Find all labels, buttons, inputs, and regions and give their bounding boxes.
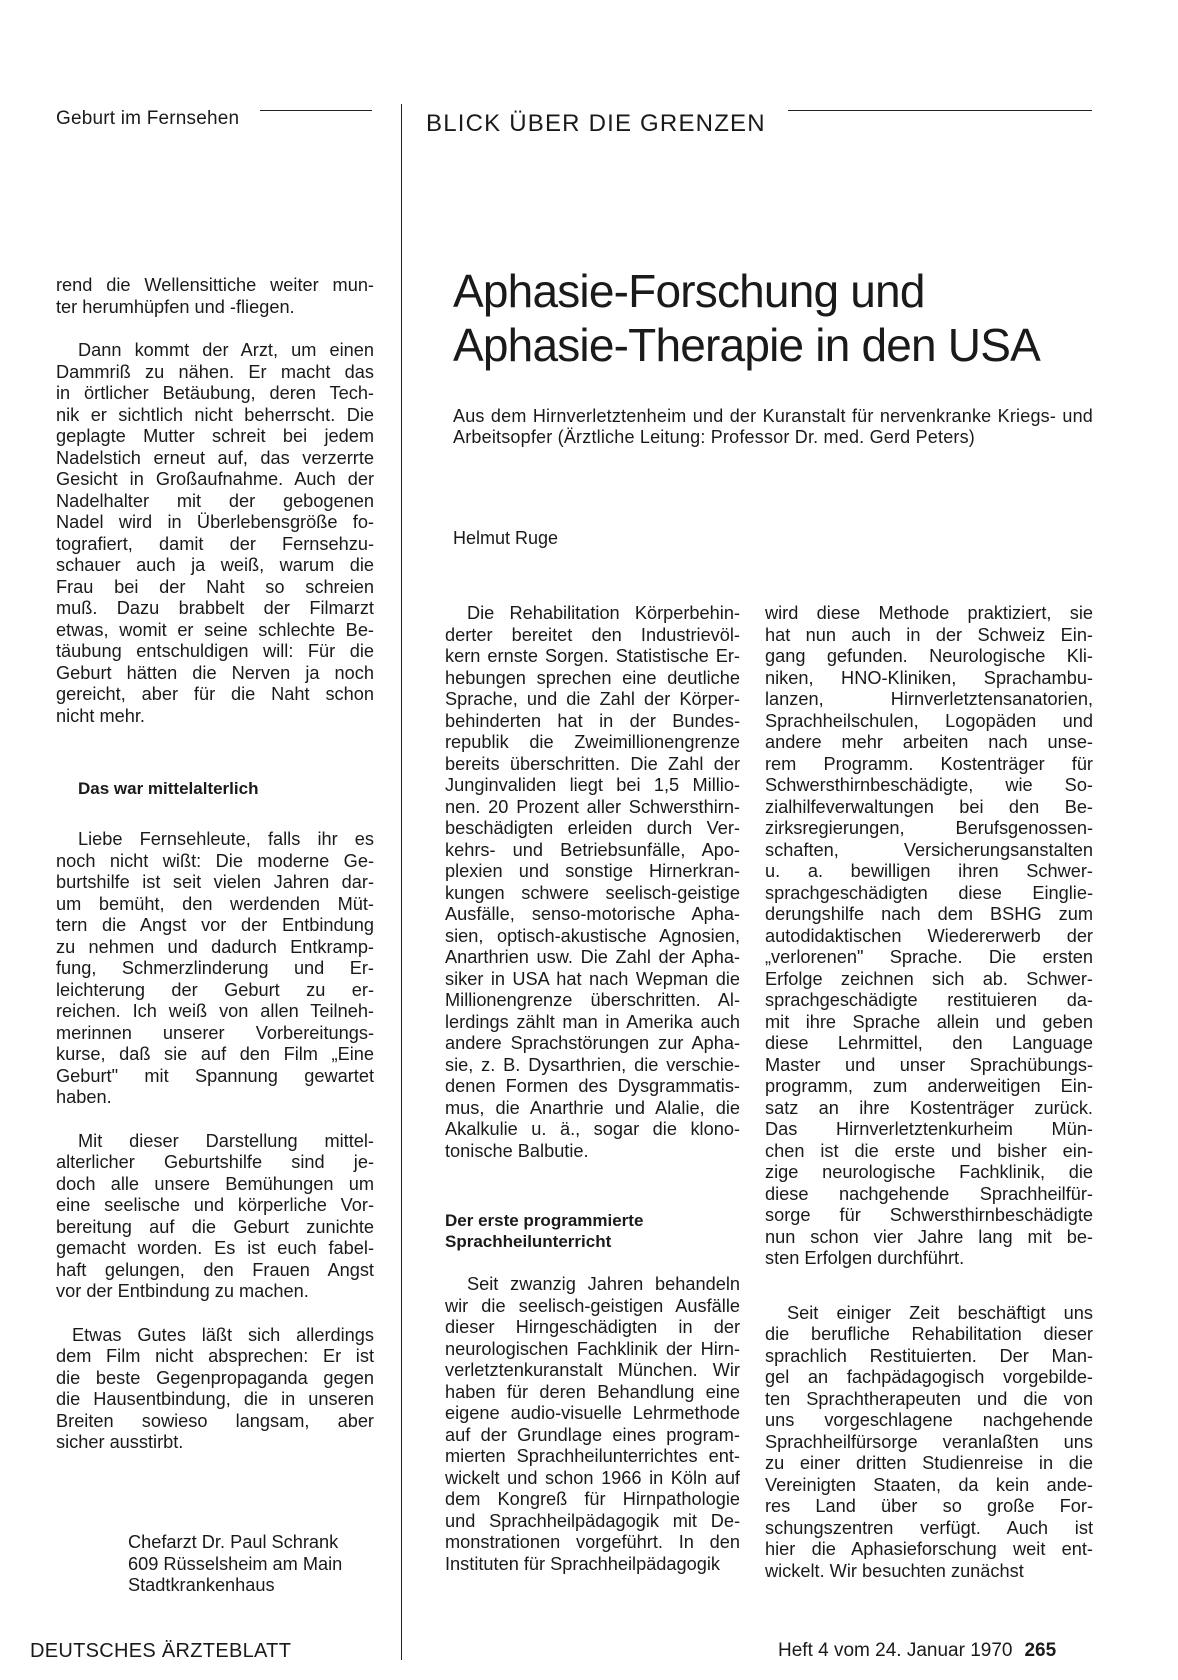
signature-line: 609 Rüsselsheim am Main [128,1553,343,1574]
text-line: rend die Wellensittiche weiter mun- [56,275,374,295]
text-line: derter bereitet den Industrievöl- [445,624,740,645]
text-line: alterlicher Geburtshilfe sind je- [56,1152,374,1172]
page-number: 265 [1024,1640,1057,1661]
signature-line: Stadtkrankenhaus [128,1575,275,1595]
text-line: Akalkulie u. ä., sogar die klono- [445,1119,740,1139]
paragraph [56,340,374,727]
text-line: behinderten hat in der Bundes- [445,710,740,731]
text-line: haft gelungen, den Frauen Angst [56,1259,374,1280]
paragraph [765,603,1093,1270]
text-line: bereits überschritten. Die Zahl der [445,753,740,774]
text-line: Das Hirnverletztenkurheim Mün- [765,1119,1093,1139]
text-line: Etwas Gutes läßt sich allerdings [72,1324,374,1345]
text-line: wir die seelisch-geistigen Ausfälle [445,1295,740,1316]
paragraph [56,275,374,318]
text-line: ten Sprachtherapeuten und die von [765,1388,1093,1409]
text-line: lanzen, Hirnverletztensanatorien, [765,689,1093,709]
text-line: derungshilfe nach dem BSHG zum [765,904,1093,924]
text-line: kurse, daß sie auf den Film „Eine [56,1044,374,1064]
text-line: monstrationen vorgeführt. In den [445,1532,740,1552]
text-line: um bemüht, den werdenden Müt- [56,893,374,914]
text-line: fung, Schmerzlinderung und Er- [56,958,374,978]
text-line: nen. 20 Prozent aller Schwersthirn- [445,796,740,817]
text-line: kern ernste Sorgen. Statistische Er- [445,646,740,666]
letter-signature [128,1532,342,1597]
text-line: wickelt und schon 1966 in Köln auf [445,1467,740,1488]
text-line: zialhilfeverwaltungen bei den Be- [765,796,1093,817]
paragraph [56,1131,374,1303]
text-line: Nadelhalter mit der gebogenen [56,490,374,511]
text-line: Nadelstich erneut auf, das verzerrte [56,447,374,468]
text-line: eigene audio-visuelle Lehrmethode [445,1403,740,1423]
text-line: hebungen sprechen eine deutliche [445,667,740,688]
text-line: haben für deren Behandlung eine [445,1381,740,1402]
text-line: gel an fachpädagogisch vorgebilde- [765,1367,1093,1387]
text-line: gemacht worden. Es ist euch fabel- [56,1238,374,1258]
text-line: Millionengrenze überschritten. Al- [445,990,740,1010]
text-line: u. a. bewilligen ihren Schwer- [765,861,1093,881]
text-line: bereitung auf die Geburt zunichte [56,1216,374,1237]
text-line: täubung entschuldigen will: Für die [56,641,374,661]
text-line: zige neurologische Fachklinik, die [765,1162,1093,1182]
subheading-line: Sprachheilunterricht [445,1232,612,1251]
text-line: geplagte Mutter schreit bei jedem [56,426,374,446]
text-line: ter herumhüpfen und -fliegen. [56,296,295,317]
signature-line: Chefarzt Dr. Paul Schrank [128,1532,339,1552]
text-line: Instituten für Sprachheilpädagogik [445,1553,721,1574]
text-line: Seit einiger Zeit beschäftigt uns [787,1302,1093,1323]
text-line: Dann kommt der Arzt, um einen [78,340,374,360]
paragraph [445,603,740,1162]
text-line: kehrs- und Betriebsunfälle, Apo- [445,839,740,860]
header-rule-left [260,110,372,111]
text-line: nicht mehr. [56,705,145,726]
text-line: satz an ihre Kostenträger zurück. [765,1097,1093,1118]
text-line: schungszentren verfügt. Auch ist [765,1517,1093,1538]
text-line: und Sprachheilpädagogik mit De- [445,1510,740,1531]
paragraph [765,1303,1093,1583]
text-line: gereicht, aber für die Naht schon [56,684,374,704]
text-line: auf der Grundlage eines program- [445,1424,740,1445]
text-line: lerdings zählt man in Amerika auch [445,1011,740,1032]
text-line: beschädigten erleiden durch Ver- [445,818,740,838]
text-line: mit ihre Sprache allein und geben [765,1011,1093,1032]
text-line: hier die Aphasieforschung weit ent- [765,1539,1093,1559]
text-line: hat nun auch in der Schweiz Ein- [765,624,1093,645]
title-line: Aphasie-Forschung und [453,265,925,317]
text-line: merinnen unserer Vorbereitungs- [56,1022,374,1043]
right-column [765,603,1093,1582]
text-line: neurologischen Fachklinik der Hirn- [445,1338,740,1359]
text-line: republik die Zweimillionengrenze [445,732,740,752]
text-line: muß. Dazu brabbelt der Filmarzt [56,598,374,618]
article-affiliation: Aus dem Hirnverletztenheim und der Kuranstalt für nervenkranke Kriegs- und Arbeitsopfer (Ärztliche Leitung: Professor Dr. med. Gerd Peters) [453,406,1093,447]
text-line: andere mehr arbeiten nach unse- [765,732,1093,752]
text-line: zu nehmen und dadurch Entkramp- [56,936,374,957]
text-line: mierten Sprachheilunterrichtes ent- [445,1446,740,1466]
text-line: denen Formen des Dysgrammatis- [445,1076,740,1096]
text-line: wickelt. Wir besuchten zunächst [765,1560,1024,1581]
text-line: Seit zwanzig Jahren behandeln [467,1274,740,1294]
text-line: Schwersthirnbeschädigte, wie So- [765,775,1093,795]
issue-date: Heft 4 vom 24. Januar 1970 [778,1640,1013,1661]
text-line: Die Rehabilitation Körperbehin- [467,603,740,623]
text-line: sien, optisch-akustische Agnosien, [445,925,740,946]
text-line: autodidaktischen Wiedererwerb der [765,925,1093,946]
text-line: wird diese Methode praktiziert, sie [765,603,1093,623]
text-line: Geburt" mit Spannung gewartet [56,1065,374,1086]
text-line: eine seelische und körperliche Vor- [56,1195,374,1215]
text-line: siker in USA hat nach Wepman die [445,968,740,989]
text-line: die Hausentbindung, die in unseren [56,1389,374,1409]
text-line: chen ist die erste und bisher ein- [765,1140,1093,1161]
text-line: Sprache, und die Zahl der Körper- [445,689,740,709]
text-line: Junginvaliden liegt bei 1,5 Millio- [445,775,740,795]
text-line: Erfolge zeichnen sich ab. Schwer- [765,968,1093,989]
text-line: rem Programm. Kostenträger für [765,753,1093,774]
text-line: burtshilfe ist seit vielen Jahren dar- [56,872,374,892]
text-line: dieser Hirngeschädigten in der [445,1317,740,1337]
left-column [56,275,374,1454]
text-line: sicher ausstirbt. [56,1432,184,1452]
text-line: Breiten sowieso langsam, aber [56,1410,374,1431]
text-line: Dammriß zu nähen. Er macht das [56,361,374,382]
text-line: haben. [56,1087,112,1107]
text-line: Master und unser Sprachübungs- [765,1054,1093,1075]
text-line: plexien und sonstige Hirnerkran- [445,861,740,881]
text-line: Sprachheilfürsorge veranlaßten uns [765,1431,1093,1452]
paragraph [56,829,374,1109]
text-line: Vereinigten Staaten, da kein ande- [765,1474,1093,1495]
text-line: Mit dieser Darstellung mittel- [78,1130,374,1151]
text-line: Sprachheilschulen, Logopäden und [765,710,1093,731]
running-header-left: Geburt im Fernsehen [56,108,240,129]
text-line: Anarthrien usw. Die Zahl der Apha- [445,947,740,967]
section-subheading [445,1210,740,1252]
text-line: andere Sprachstörungen zur Apha- [445,1033,740,1053]
text-line: Nadel wird in Überlebensgröße fo- [56,512,374,532]
text-line: niken, HNO-Kliniken, Sprachambu- [765,667,1093,688]
text-line: schaften, Versicherungsanstalten [765,839,1093,860]
middle-column [445,603,740,1575]
text-line: die beste Gegenpropaganda gegen [56,1367,374,1388]
text-line: programm, zum anderweitigen Ein- [765,1076,1093,1096]
text-line: dem Film nicht absprechen: Er ist [56,1346,374,1366]
text-line: diese nachgehende Sprachheilfür- [765,1183,1093,1204]
text-line: schauer auch ja weiß, warum die [56,555,374,575]
text-line: nun schon vier Jahre lang mit be- [765,1226,1093,1247]
text-line: sprachgeschädigten diese Einglie- [765,882,1093,903]
text-line: Gesicht in Großaufnahme. Auch der [56,469,374,489]
text-line: sten Erfolgen durchführt. [765,1248,965,1268]
column-divider [401,104,402,1660]
text-line: sprachgeschädigte restituieren da- [765,990,1093,1010]
article-author: Helmut Ruge [453,528,559,548]
text-line: zirksregierungen, Berufsgenossen- [765,818,1093,838]
subheading-line: Der erste programmierte [445,1211,644,1230]
text-line: zu einer dritten Studienreise in die [765,1453,1093,1473]
text-line: leichterung der Geburt zu er- [56,979,374,1000]
section-header: BLICK ÜBER DIE GRENZEN [426,110,766,137]
footer-issue [778,1640,1056,1662]
text-line: sie, z. B. Dysarthrien, die verschie- [445,1054,740,1075]
text-line: gang gefunden. Neurologische Kli- [765,646,1093,666]
text-line: mus, die Anarthrie und Alalie, die [445,1097,740,1118]
text-line: etwas, womit er seine schlechte Be- [56,619,374,640]
section-subheading: Das war mittelalterlich [78,779,259,798]
paragraph [445,1274,740,1575]
paragraph [56,1325,374,1454]
text-line: die berufliche Rehabilitation dieser [765,1324,1093,1344]
text-line: Frau bei der Naht so schreien [56,576,374,597]
text-line: uns vorgeschlagene nachgehende [765,1410,1093,1430]
text-line: nik er sichtlich nicht beherrscht. Die [56,404,374,425]
text-line: doch alle unsere Bemühungen um [56,1173,374,1194]
article-title [453,264,1093,372]
header-rule-right [788,110,1092,111]
text-line: diese Lehrmittel, den Language [765,1033,1093,1053]
text-line: dem Kongreß für Hirnpathologie [445,1489,740,1509]
title-line: Aphasie-Therapie in den USA [453,319,1040,371]
text-line: sorge für Schwersthirnbeschädigte [765,1205,1093,1225]
text-line: kungen schwere seelisch-geistige [445,882,740,903]
text-line: vor der Entbindung zu machen. [56,1281,309,1301]
text-line: „verlorenen" Sprache. Die ersten [765,947,1093,967]
text-line: res Land über so große For- [765,1496,1093,1516]
text-line: Ausfälle, senso-motorische Apha- [445,904,740,924]
text-line: noch nicht wißt: Die moderne Ge- [56,850,374,871]
text-line: tonische Balbutie. [445,1140,589,1161]
text-line: sprachlich Restituierten. Der Man- [765,1345,1093,1366]
text-line: tografiert, damit der Fernsehzu- [56,533,374,554]
text-line: Liebe Fernsehleute, falls ihr es [78,829,374,849]
text-line: tern die Angst vor der Entbindung [56,915,374,935]
text-line: verletztenkuranstalt München. Wir [445,1360,740,1380]
text-line: in örtlicher Betäubung, deren Tech- [56,383,374,403]
text-line: reichen. Ich weiß von allen Teilneh- [56,1001,374,1021]
journal-name: DEUTSCHES ÄRZTEBLATT [30,1640,292,1662]
text-line: Geburt hätten die Nerven ja noch [56,662,374,683]
